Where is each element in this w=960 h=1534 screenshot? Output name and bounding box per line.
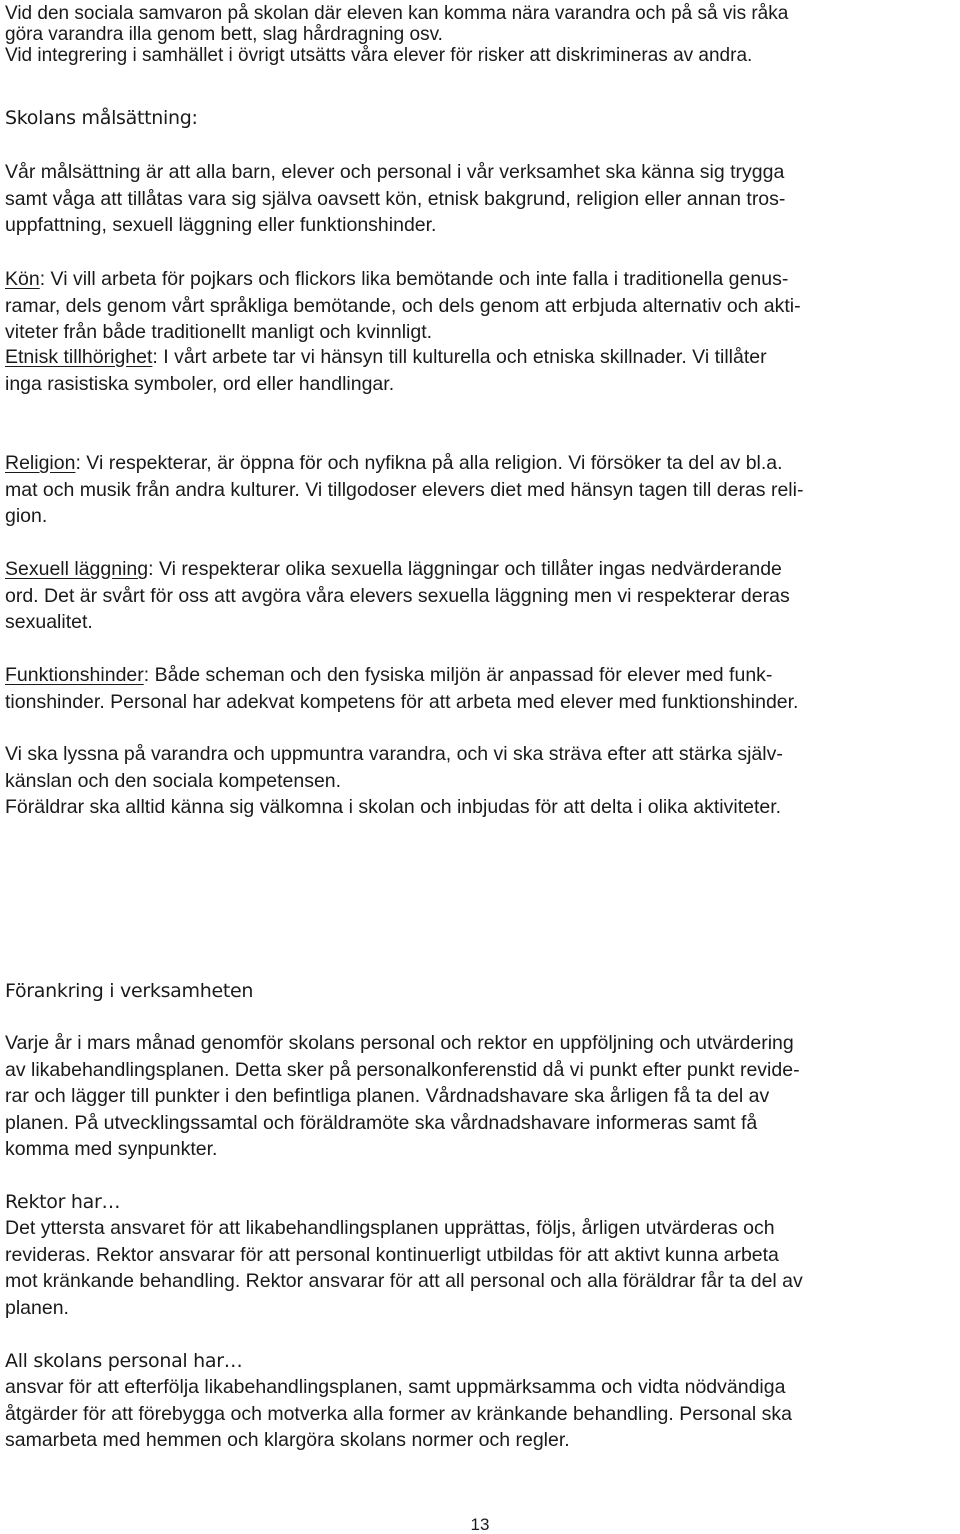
goal-section — [5, 105, 955, 132]
gender-first-line — [5, 266, 955, 293]
staff-line: åtgärder för att förebygga och motverka alla former av kränkande behandling. Personal ska — [5, 1402, 792, 1425]
disability-line: tionshinder. Personal har adekvat kompetens för att arbeta med elever med funktionshinder. — [5, 690, 799, 713]
intro-line: Vid integrering i samhället i övrigt utsätts våra elever för risker att diskrimineras av andra. — [5, 45, 753, 66]
anchoring-line: planen. På utvecklingssamtal och föräldramöte ska vårdnadshavare informeras samt få — [5, 1111, 758, 1134]
page-number: 13 — [470, 1515, 490, 1534]
disability-text: : Både scheman och den fysiska miljön är anpassad för elever med funk- — [143, 664, 773, 686]
goal-line: uppfattning, sexuell läggning eller funktionshinder. — [5, 214, 437, 236]
staff-line: ansvar för att efterfölja likabehandlingsplanen, samt uppmärksamma och vidta nödvändiga — [5, 1376, 786, 1398]
anchoring-line: komma med synpunkter. — [5, 1138, 218, 1160]
orientation-line: sexualitet. — [5, 611, 93, 633]
orientation-first-line — [5, 556, 955, 583]
principal-paragraph — [5, 1215, 955, 1321]
staff-paragraph — [5, 1374, 955, 1454]
goal-heading: Skolans målsättning: — [5, 107, 198, 129]
orientation-term: Sexuell läggning — [5, 558, 149, 580]
principal-line: revideras. Rektor ansvarar för att personal kontinuerligt utbildas för att aktivt kunna arbeta — [5, 1243, 779, 1266]
ethnicity-paragraph — [5, 344, 955, 397]
religion-paragraph — [5, 450, 955, 530]
goal-line: samt våga att tillåtas vara sig själva oavsett kön, etnisk bakgrund, religion eller annan tros- — [5, 187, 786, 210]
listen-line: Vi ska lyssna på varandra och uppmuntra varandra, och vi ska sträva efter att stärka själv- — [5, 743, 783, 765]
orientation-paragraph — [5, 556, 955, 636]
disability-paragraph — [5, 662, 955, 715]
disability-term: Funktionshinder — [5, 664, 144, 686]
intro-line: Vid den sociala samvaron på skolan där eleven kan komma nära varandra och på så vis råka — [5, 3, 789, 24]
anchoring-heading-block — [5, 978, 955, 1005]
gender-paragraph — [5, 266, 955, 346]
staff-heading-block — [5, 1348, 955, 1375]
ethnicity-first-line — [5, 344, 955, 371]
anchoring-line: rar och lägger till punkter i den befintliga planen. Vårdnadshavare ska årligen få ta del av — [5, 1085, 770, 1107]
gender-line: ramar, dels genom vårt språkliga bemötande, och dels genom att erbjuda alternativ och akti- — [5, 294, 801, 317]
religion-line: mat och musik från andra kulturer. Vi tillgodoser elevers diet med hänsyn tagen till deras reli- — [5, 478, 804, 501]
principal-line: mot kränkande behandling. Rektor ansvarar för att all personal och alla föräldrar får ta del av — [5, 1270, 803, 1292]
religion-text: : Vi respekterar, är öppna för och nyfikna på alla religion. Vi försöker ta del av bl.a. — [75, 452, 783, 474]
disability-first-line — [5, 662, 955, 689]
principal-line: planen. — [5, 1296, 69, 1319]
listen-line: känslan och den sociala kompetensen. — [5, 769, 342, 792]
staff-heading: All skolans personal har… — [5, 1350, 243, 1372]
gender-term: Kön — [5, 268, 40, 290]
anchoring-heading: Förankring i verksamheten — [5, 980, 254, 1002]
anchoring-line: av likabehandlingsplanen. Detta sker på personalkonferenstid då vi punkt efter punkt revide- — [5, 1058, 800, 1081]
principal-heading: Rektor har… — [5, 1191, 121, 1213]
principal-line: Det yttersta ansvaret för att likabehandlingsplanen upprättas, följs, årligen utvärderas och — [5, 1217, 775, 1239]
listen-paragraph — [5, 741, 955, 821]
goal-paragraph — [5, 159, 955, 239]
anchoring-line: Varje år i mars månad genomför skolans personal och rektor en uppföljning och utvärdering — [5, 1032, 794, 1054]
intro-paragraph — [5, 3, 955, 66]
goal-line: Vår målsättning är att alla barn, elever och personal i vår verksamhet ska känna sig trygga — [5, 161, 785, 183]
intro-line: göra varandra illa genom bett, slag hårdragning osv. — [5, 24, 443, 45]
gender-text: : Vi vill arbeta för pojkars och flickors lika bemötande och inte falla i traditionella genus- — [39, 268, 789, 290]
anchoring-paragraph — [5, 1030, 955, 1163]
ethnicity-term: Etnisk tillhörighet — [5, 346, 153, 368]
orientation-text: : Vi respekterar olika sexuella läggningar och tillåter ingas nedvärderande — [148, 558, 782, 580]
religion-term: Religion — [5, 452, 76, 474]
orientation-line: ord. Det är svårt för oss att avgöra våra elevers sexuella läggning men vi respekterar deras — [5, 584, 790, 607]
staff-line: samarbeta med hemmen och klargöra skolans normer och regler. — [5, 1429, 570, 1451]
religion-first-line — [5, 450, 955, 477]
gender-line: viteter från både traditionellt manligt och kvinnligt. — [5, 321, 433, 343]
religion-line: gion. — [5, 505, 48, 527]
listen-line: Föräldrar ska alltid känna sig välkomna i skolan och inbjudas för att delta i olika aktiviteter. — [5, 796, 782, 818]
principal-heading-block — [5, 1189, 955, 1216]
ethnicity-text: : I vårt arbete tar vi hänsyn till kulturella och etniska skillnader. Vi tillåter — [152, 346, 767, 368]
ethnicity-line: inga rasistiska symboler, ord eller handlingar. — [5, 372, 395, 395]
